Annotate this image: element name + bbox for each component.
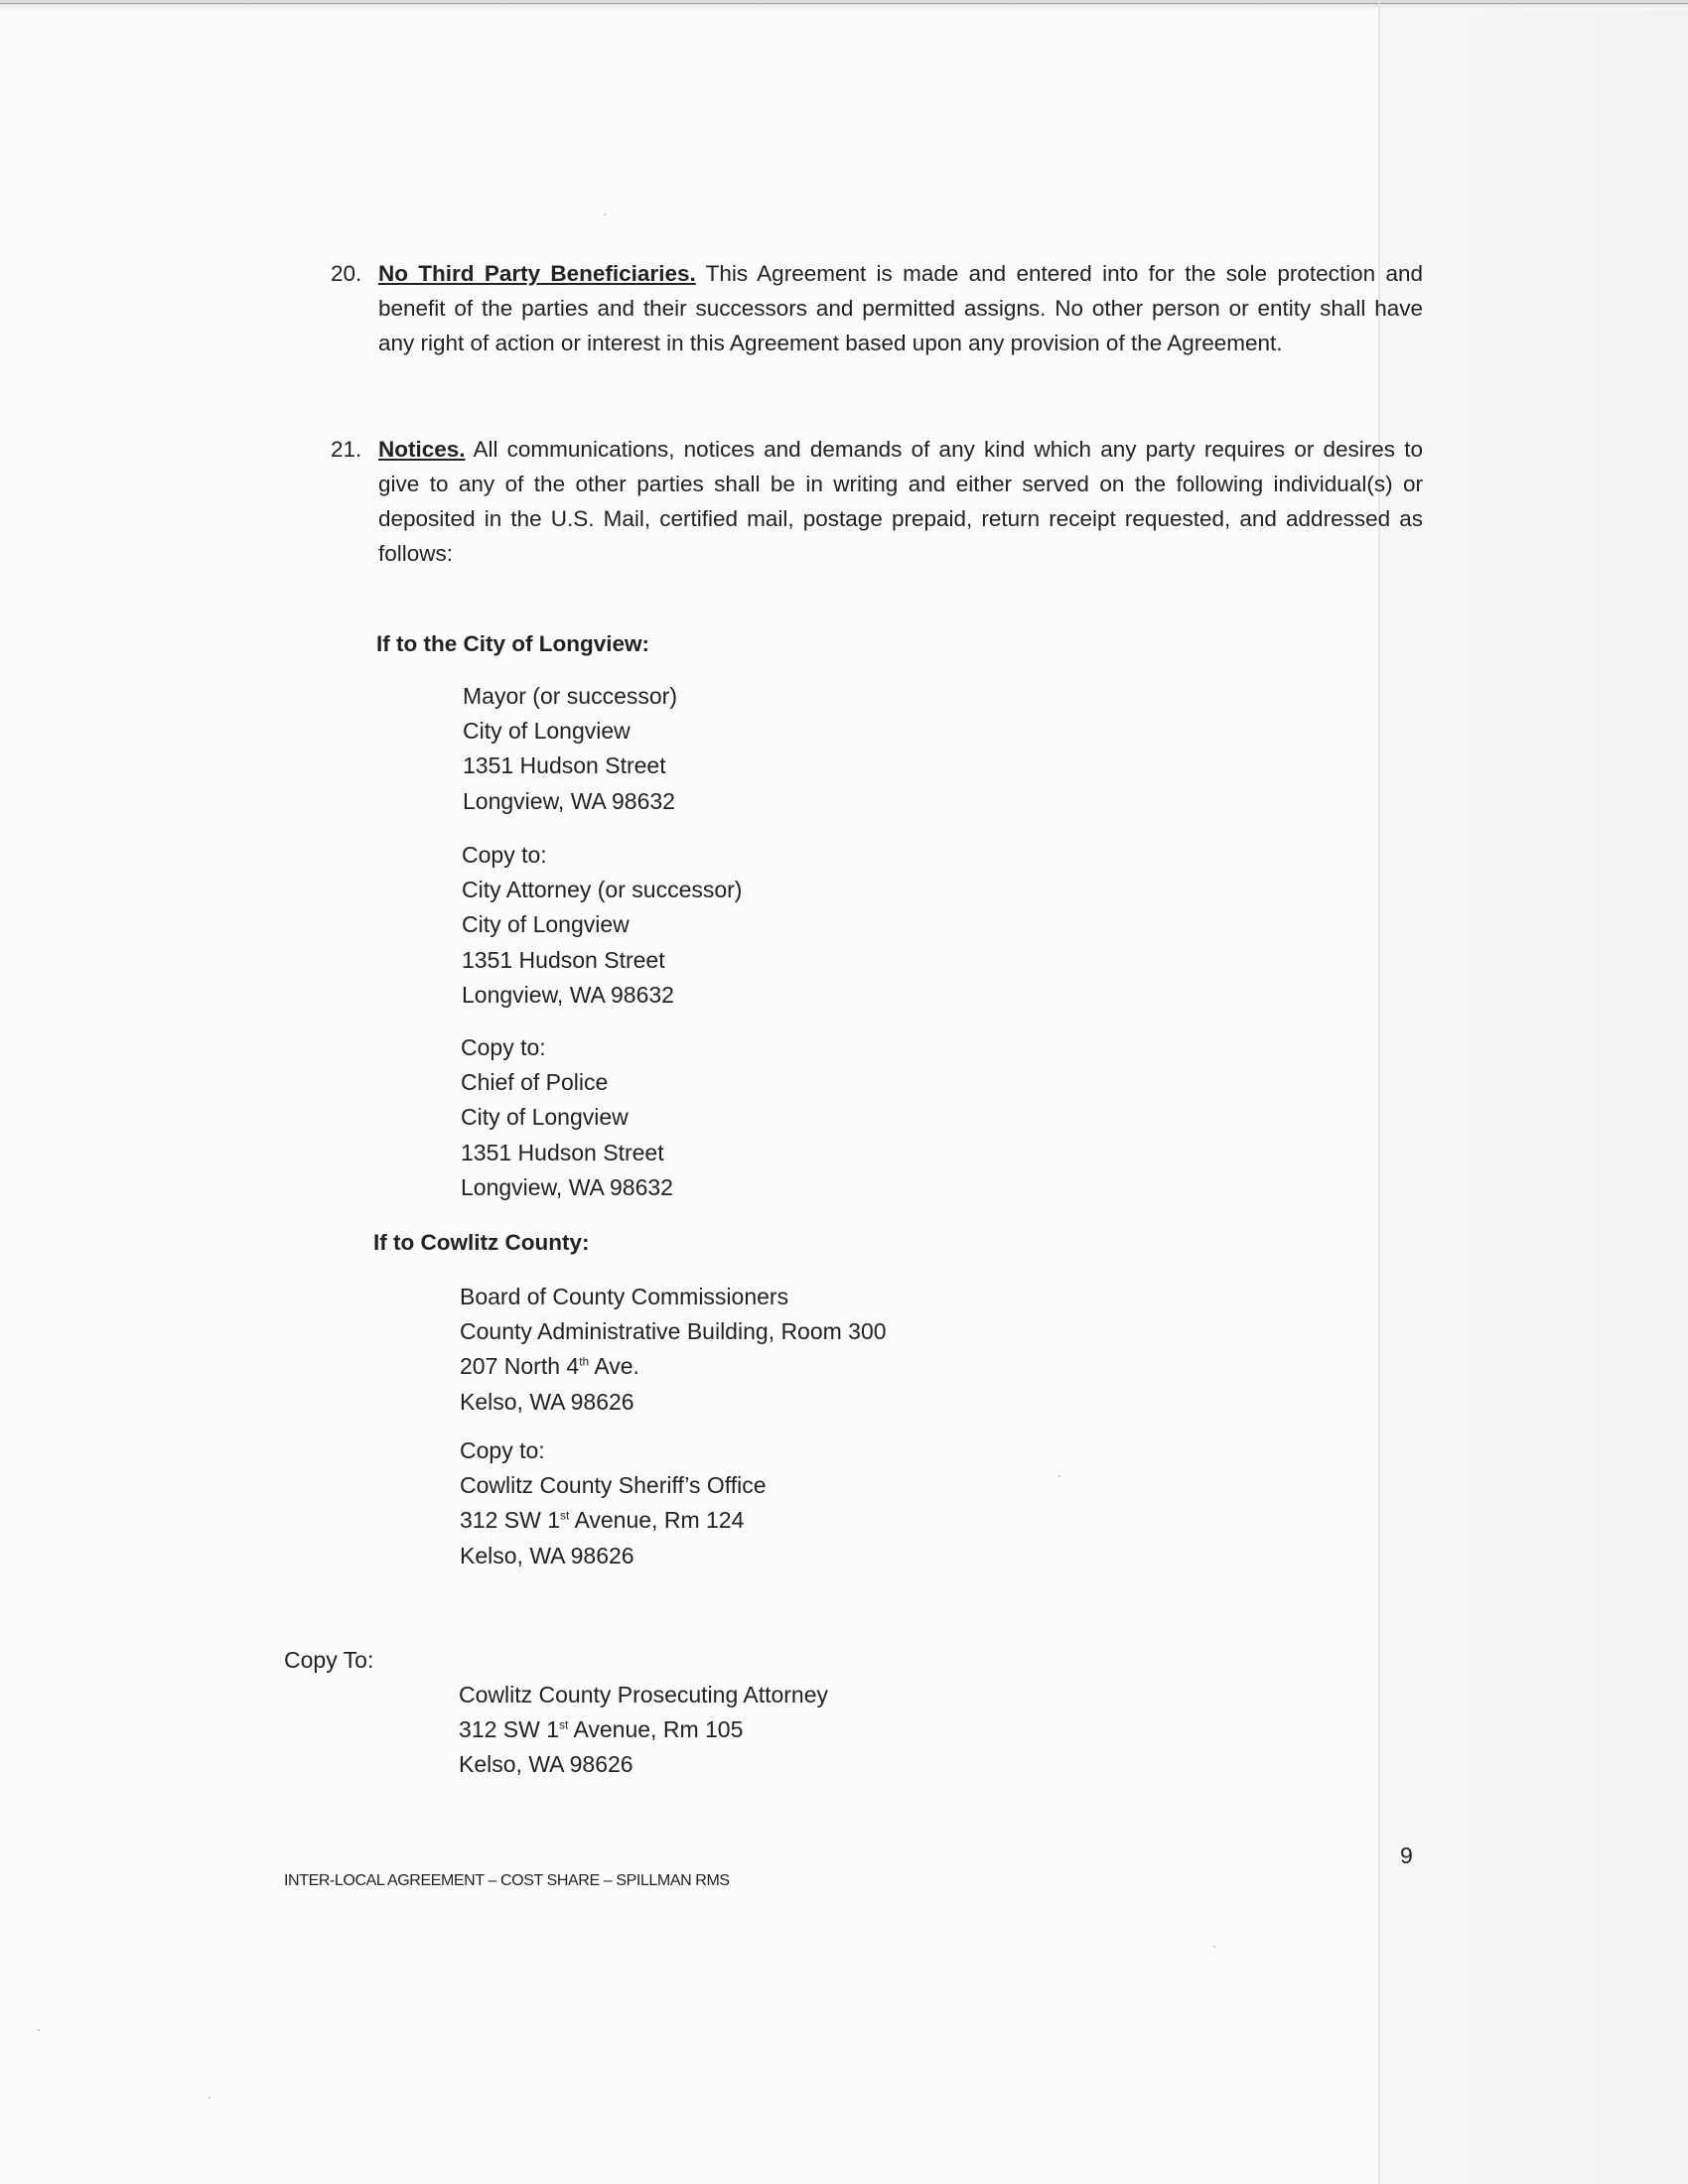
address-line: Longview, WA 98632: [462, 981, 674, 1008]
section-number: 20.: [331, 261, 362, 286]
footer-text: INTER-LOCAL AGREEMENT – COST SHARE – SPILLMAN RMS: [284, 1872, 730, 1889]
scan-speck: [604, 213, 606, 215]
copy-to-label: Copy To:: [284, 1647, 374, 1673]
section-heading: No Third Party Beneficiaries.: [378, 261, 696, 286]
address-line: 207 North 4th Ave.: [460, 1353, 639, 1380]
copy-to-label: Copy to:: [461, 1034, 546, 1060]
scan-speck: [209, 2097, 211, 2099]
address-line: Longview, WA 98632: [461, 1173, 673, 1200]
address-line: 1351 Hudson Street: [462, 946, 665, 973]
scan-shadow: [1380, 0, 1688, 2184]
section-21: [331, 432, 1423, 571]
address-line: Cowlitz County Sheriff’s Office: [460, 1472, 767, 1499]
address-line: City Attorney (or successor): [462, 877, 743, 903]
scan-speck: [1213, 1946, 1215, 1948]
address-line: City of Longview: [463, 718, 631, 745]
address-line: Longview, WA 98632: [463, 787, 675, 814]
county-primary-address: [460, 1280, 887, 1420]
copy-to-label: Copy to:: [460, 1437, 545, 1463]
address-line: 1351 Hudson Street: [461, 1139, 664, 1165]
section-20: [331, 256, 1423, 360]
address-line: 312 SW 1st Avenue, Rm 105: [459, 1716, 744, 1743]
section-number: 21.: [331, 437, 362, 462]
section-text: All communications, notices and demands of any kind which any party requires or desires to give to any of the other parties shall be in writing and either served on the following individual(s) or deposited in the U.S. Mail, certified mail, postage prepaid, return receipt requested, and addressed as follows:: [378, 437, 1423, 566]
county-copy-sheriff: [460, 1433, 767, 1573]
address-line: Cowlitz County Prosecuting Attorney: [459, 1682, 829, 1707]
scan-speck: [1058, 1475, 1060, 1477]
scan-speck: [38, 2029, 40, 2031]
section-body: [378, 256, 1423, 360]
address-line: Kelso, WA 98626: [460, 1388, 634, 1415]
address-line: Kelso, WA 98626: [460, 1542, 634, 1569]
city-copy-police: [461, 1030, 673, 1205]
page-number: 9: [1400, 1843, 1413, 1868]
county-label: If to Cowlitz County:: [373, 1230, 590, 1255]
address-line: City of Longview: [462, 911, 630, 938]
address-line: Board of County Commissioners: [460, 1284, 789, 1309]
address-line: City of Longview: [461, 1104, 629, 1131]
address-line: 1351 Hudson Street: [463, 752, 666, 779]
section-heading: Notices.: [378, 437, 466, 462]
city-copy-attorney: [462, 838, 742, 1013]
scan-line: [0, 3, 1688, 4]
copy-to-label: Copy to:: [462, 842, 547, 868]
address-line: County Administrative Building, Room 300: [460, 1318, 887, 1345]
scan-edge: [0, 0, 1688, 10]
address-line: Kelso, WA 98626: [459, 1751, 633, 1778]
section-text: This Agreement is made and entered into for the sole protection and benefit of the parties and their successors and permitted assigns. No other person or entity shall have any right of action or interest in this Agreement based upon any provision of the Agreement.: [378, 261, 1423, 355]
address-line: Chief of Police: [461, 1069, 609, 1096]
city-primary-address: [463, 679, 677, 819]
city-label: If to the City of Longview:: [376, 631, 649, 656]
address-line: 312 SW 1st Avenue, Rm 124: [460, 1507, 745, 1534]
prosecuting-attorney-address: [459, 1678, 828, 1783]
address-line: Mayor (or successor): [463, 683, 677, 709]
section-body: [378, 432, 1423, 571]
